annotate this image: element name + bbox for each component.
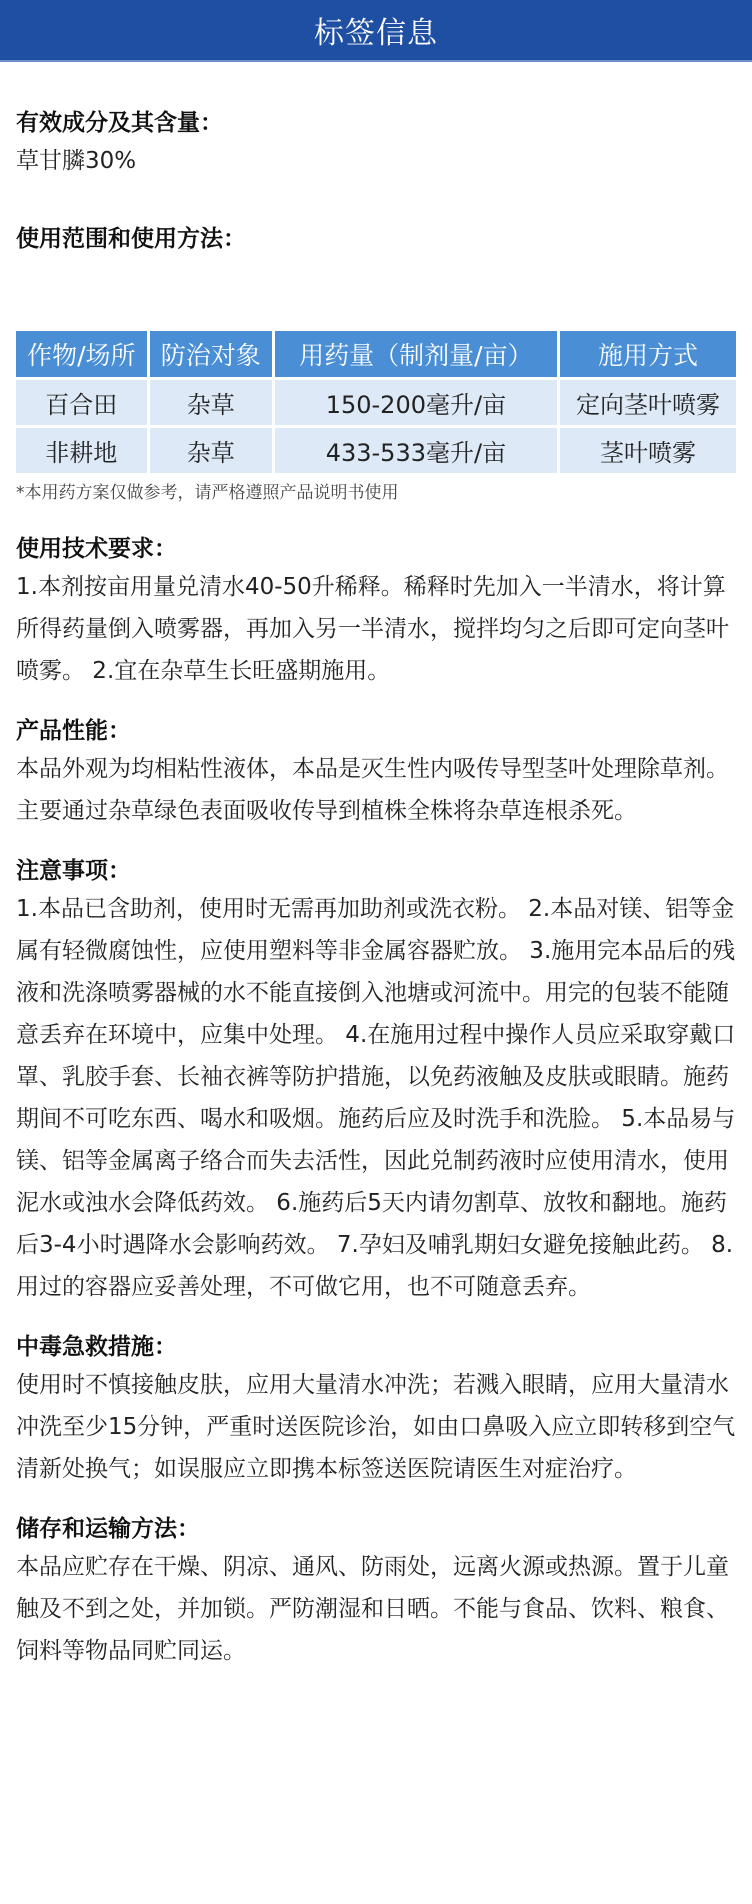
label-content <box>0 106 752 1672</box>
performance-heading: 产品性能： <box>16 718 131 744</box>
table-cell: 433-533毫升/亩 <box>275 428 557 473</box>
usage-table <box>13 328 739 476</box>
ingredients-heading: 有效成分及其含量： <box>16 110 223 136</box>
page-title: 标签信息 <box>314 16 438 51</box>
technical-heading: 使用技术要求： <box>16 536 177 562</box>
table-cell: 150-200毫升/亩 <box>275 380 557 425</box>
column-header-method: 施用方式 <box>560 331 736 377</box>
usage-heading: 使用范围和使用方法： <box>16 226 246 252</box>
usage-section <box>16 222 736 506</box>
technical-section <box>16 532 736 692</box>
table-header-row <box>16 331 736 377</box>
column-header-crop: 作物/场所 <box>16 331 147 377</box>
table-cell: 茎叶喷雾 <box>560 428 736 473</box>
performance-text: 本品外观为均相粘性液体，本品是灭生性内吸传导型茎叶处理除草剂。主要通过杂草绿色表面吸收传导到植株全株将杂草连根杀死。 <box>16 756 729 824</box>
technical-text: 1.本剂按亩用量兑清水40-50升稀释。稀释时先加入一半清水，将计算所得药量倒入喷雾器，再加入另一半清水，搅拌均匀之后即可定向茎叶喷雾。 2.宜在杂草生长旺盛期施用。 <box>16 574 729 684</box>
column-header-dosage: 用药量（制剂量/亩） <box>275 331 557 377</box>
storage-section <box>16 1512 736 1672</box>
table-row <box>16 428 736 473</box>
performance-section <box>16 714 736 832</box>
first-aid-section <box>16 1330 736 1490</box>
table-cell: 杂草 <box>150 380 272 425</box>
table-row <box>16 380 736 425</box>
storage-text: 本品应贮存在干燥、阴凉、通风、防雨处，远离火源或热源。置于儿童触及不到之处，并加锁。严防潮湿和日晒。不能与食品、饮料、粮食、饲料等物品同贮同运。 <box>16 1554 729 1664</box>
ingredients-section <box>16 106 736 182</box>
table-cell: 定向茎叶喷雾 <box>560 380 736 425</box>
table-cell: 杂草 <box>150 428 272 473</box>
table-cell: 百合田 <box>16 380 147 425</box>
precautions-section <box>16 854 736 1308</box>
precautions-text: 1.本品已含助剂，使用时无需再加助剂或洗衣粉。 2.本品对镁、铝等金属有轻微腐蚀性，应使用塑料等非金属容器贮放。 3.施用完本品后的残液和洗涤喷雾器械的水不能直接倒入池塘或河流中。用完的包装不能随意丢弃在环境中，应集中处理。 4.在施用过程中操作人员应采取穿戴口罩、乳胶手套、长袖衣裤等防护措施，以免药液触及皮肤或眼睛。施药期间不可吃东西、喝水和吸烟。施药后应及时洗手和洗脸。 5.本品易与镁、铝等金属离子络合而失去活性，因此兑制药液时应使用清水，使用泥水或浊水会降低药效。 6.施药后5天内请勿割草、放牧和翻地。施药后3-4小时遇降水会影响药效。 7.孕妇及哺乳期妇女避免接触此药。 8.用过的容器应妥善处理，不可做它用，也不可随意丢弃。 <box>16 896 736 1300</box>
first-aid-heading: 中毒急救措施： <box>16 1334 177 1360</box>
first-aid-text: 使用时不慎接触皮肤，应用大量清水冲洗；若溅入眼睛，应用大量清水冲洗至少15分钟，严重时送医院诊治，如由口鼻吸入应立即转移到空气清新处换气；如误服应立即携本标签送医院请医生对症治疗。 <box>16 1372 736 1482</box>
table-cell: 非耕地 <box>16 428 147 473</box>
storage-heading: 储存和运输方法： <box>16 1516 200 1542</box>
page-header <box>0 0 752 62</box>
precautions-heading: 注意事项： <box>16 858 131 884</box>
ingredients-value: 草甘膦30% <box>16 148 137 174</box>
usage-disclaimer: *本用药方案仅做参考，请严格遵照产品说明书使用 <box>16 483 399 503</box>
column-header-target: 防治对象 <box>150 331 272 377</box>
usage-table-wrapper <box>16 328 736 476</box>
